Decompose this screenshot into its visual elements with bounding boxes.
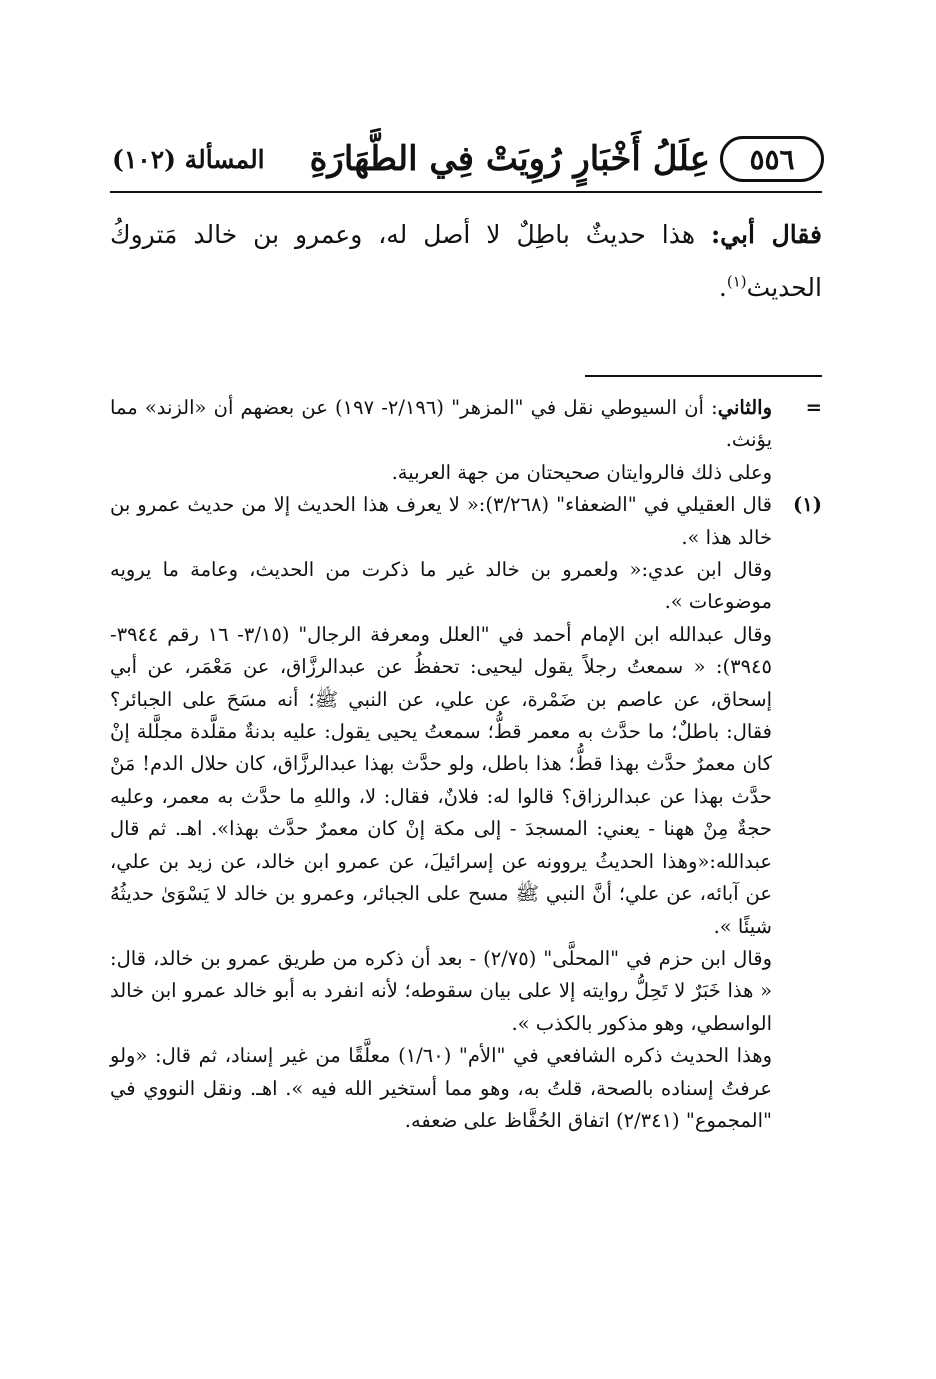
- main-text: [110, 208, 822, 314]
- footnote-continuation: [110, 392, 822, 489]
- footnote-reference: (١): [726, 272, 747, 291]
- footnote-paragraph: وعلى ذلك فالروايتان صحيحتان من جهة العربية.: [391, 460, 772, 484]
- page-number: ٥٥٦: [720, 136, 824, 182]
- footnote-text: : أن السيوطي نقل في "المزهر" (٢/١٩٦- ١٩٧) عن بعضهم أن «الزند» مما يؤنث.: [110, 396, 772, 452]
- footnote-separator: [585, 375, 822, 377]
- footnotes: [110, 392, 822, 1137]
- footnote-marker: (١): [793, 493, 822, 517]
- main-text-body: هذا حديثٌ باطِلٌ لا أصل له، وعمرو بن خالد مَتروكُ الحديث: [110, 220, 822, 302]
- footnote-1: [110, 489, 822, 1137]
- footnote-paragraph: وقال عبدالله ابن الإمام أحمد في "العلل ومعرفة الرجال" (٣/١٥- ١٦ رقم ٣٩٤٤- ٣٩٤٥): « سمعتُ رجلاً يقول ليحيى: تحفظُ عن عبدالرزَّاق، عن مَعْمَر، عن أبي إسحاق، عن عاصم بن ضَمْرة، عن علي، عن النبي ﷺ؛ أنه مسَحَ على الجبائر؟ فقال: باطلٌ؛ ما حدَّث به معمر قطُّ؛ سمعتُ يحيى يقول: عليه بدنةٌ مقلَّدة مجلَّلة إنْ كان معمرٌ حدَّث بهذا قطُّ؛ هذا باطل، ولو حدَّث بهذا عبدالرزَّاق، كان حلال الدم! مَنْ حدَّث بهذا عن عبدالرزاق؟ قالوا له: فلانٌ، فقال: لا، واللهِ ما حدَّث به معمر، وعليه حجةٌ مِنْ ههنا - يعني: المسجدَ - إلى مكة إنْ كان معمرٌ حدَّث بهذا». اهـ. ثم قال عبدالله:«وهذا الحديثُ يروونه عن إسرائيلَ، عن عمرو ابن خالد، عن زيد بن علي، عن آبائه، عن علي؛ أنَّ النبي ﷺ مسح على الجبائر، وعمرو بن خالد لا يَسْوَىٰ حديثُهُ شيئًا ».: [110, 622, 772, 938]
- main-text-end: .: [718, 273, 727, 302]
- main-text-lead: فقال أبي:: [710, 220, 822, 249]
- book-title: عِلَلُ أَخْبَارٍ رُوِيَتْ فِي الطَّهَارَةِ: [309, 139, 710, 179]
- footnote-paragraph: [110, 392, 772, 457]
- footnote-paragraph: وقال ابن حزم في "المحلَّى" (٢/٧٥) - بعد أن ذكره من طريق عمرو بن خالد، قال: « هذا خَبَرٌ لا تَحِلُّ روايته إلا على بيان سقوطه؛ لأنه انفرد به أبو خالد عمرو ابن خالد الواسطي، وهو مذكور بالكذب ».: [110, 946, 773, 1035]
- footnote-marker: =: [805, 396, 822, 419]
- footnote-paragraph: وهذا الحديث ذكره الشافعي في "الأم" (١/٦٠) معلَّقًا من غير إسناد، ثم قال: «ولو عرفتُ إسناده بالصحة، قلتُ به، وهو مما أستخير الله فيه ». اهـ. ونقل النووي في "المجموع" (٢/٣٤١) اتفاق الحُفَّاظ على ضعفه.: [110, 1044, 773, 1132]
- footnote-lead-word: والثاني: [717, 396, 772, 419]
- header-rule: [110, 191, 822, 193]
- footnote-paragraph: قال العقيلي في "الضعفاء" (٣/٢٦٨):« لا يعرف هذا الحديث إلا من حديث عمرو بن خالد هذا ».: [110, 493, 772, 549]
- footnote-paragraph: وقال ابن عدي:« ولعمرو بن خالد غير ما ذكرت من الحديث، وعامة ما يرويه موضوعات ».: [110, 558, 772, 614]
- issue-label: المسألة (١٠٢): [112, 145, 265, 174]
